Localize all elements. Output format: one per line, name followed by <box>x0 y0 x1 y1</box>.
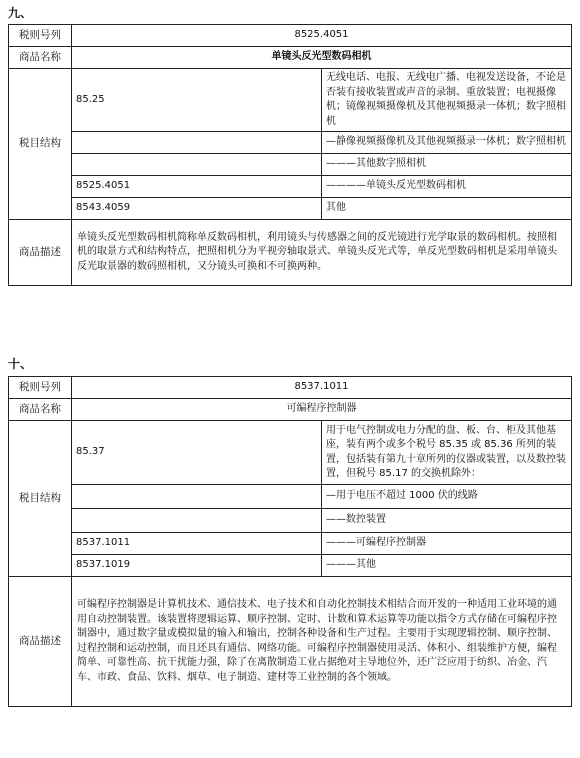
label-structure: 税目结构 <box>9 69 72 220</box>
structure-code <box>72 132 322 154</box>
structure-text: —用于电压不超过 1000 伏的线路 <box>322 485 572 509</box>
label-product-name: 商品名称 <box>9 399 72 421</box>
structure-text: 其他 <box>322 198 572 220</box>
section-10-table <box>8 376 572 707</box>
structure-code: 8525.4051 <box>72 176 322 198</box>
structure-text: ——数控装置 <box>322 509 572 533</box>
label-product-name: 商品名称 <box>9 47 72 69</box>
description-text: 可编程序控制器是计算机技术、通信技术、电子技术和自动化控制技术相结合而开发的一种适用工业环境的通用自动控制装置。该装置将逻辑运算、顺序控制、定时、计数和算术运算等功能以指令方式存储在可编程序控制器中，通过数字量或模拟量的输入和输出，控制各种设备和生产过程。主要用于实现逻辑控制、顺序控制、过程控制和运动控制，而且还具有通信、网络功能。可编程序控制器使用灵活、体积小、组装维护方便，编程简单、可靠性高、抗干扰能力强，除了在离散制造工业占据绝对主导地位外，还广泛应用于纺织、冶金、汽车、市政、食品、饮料、烟草、电子制造、建材等工业控制的各个领域。 <box>72 577 572 707</box>
section-10-heading: 十、 <box>8 357 33 371</box>
structure-text: ———其他 <box>322 555 572 577</box>
label-description: 商品描述 <box>9 220 72 286</box>
structure-code: 8543.4059 <box>72 198 322 220</box>
structure-text: —静像视频摄像机及其他视频摄录一体机；数字照相机 <box>322 132 572 154</box>
tariff-no-value: 8537.1011 <box>72 377 572 399</box>
structure-text: ———可编程序控制器 <box>322 533 572 555</box>
description-text: 单镜头反光型数码相机简称单反数码相机，利用镜头与传感器之间的反光镜进行光学取景的数码相机。按照相机的取景方式和结构特点，把照相机分为平视旁轴取景式、单镜头反光式等，单反光型数码相机是采用单镜头反光取景器的数码照相机，又分镜头可换和不可换两种。 <box>72 220 572 286</box>
structure-text: ————单镜头反光型数码相机 <box>322 176 572 198</box>
label-description: 商品描述 <box>9 577 72 707</box>
structure-code <box>72 154 322 176</box>
label-tariff-no: 税则号列 <box>9 377 72 399</box>
structure-code: 85.25 <box>72 69 322 132</box>
structure-text: 无线电话、电报、无线电广播、电视发送设备，不论是否装有接收装置或声音的录制、重放装置；电视摄像机；镜像视频摄像机及其他视频摄录一体机；数字照相机 <box>322 69 572 132</box>
structure-code <box>72 509 322 533</box>
structure-code: 85.37 <box>72 421 322 485</box>
structure-text: ———其他数字照相机 <box>322 154 572 176</box>
label-structure: 税目结构 <box>9 421 72 577</box>
tariff-no-value: 8525.4051 <box>72 25 572 47</box>
structure-code: 8537.1019 <box>72 555 322 577</box>
product-name-value: 单镜头反光型数码相机 <box>72 47 572 69</box>
label-tariff-no: 税则号列 <box>9 25 72 47</box>
section-9-heading: 九、 <box>8 6 33 20</box>
structure-code <box>72 485 322 509</box>
structure-text: 用于电气控制或电力分配的盘、板、台、柜及其他基座，装有两个或多个税号 85.35 或 85.36 所列的装置，包括装有第九十章所列的仪器或装置，以及数控装置，但税号 85.17 的交换机除外： <box>322 421 572 485</box>
structure-code: 8537.1011 <box>72 533 322 555</box>
section-9-table <box>8 24 572 286</box>
product-name-value: 可编程序控制器 <box>72 399 572 421</box>
